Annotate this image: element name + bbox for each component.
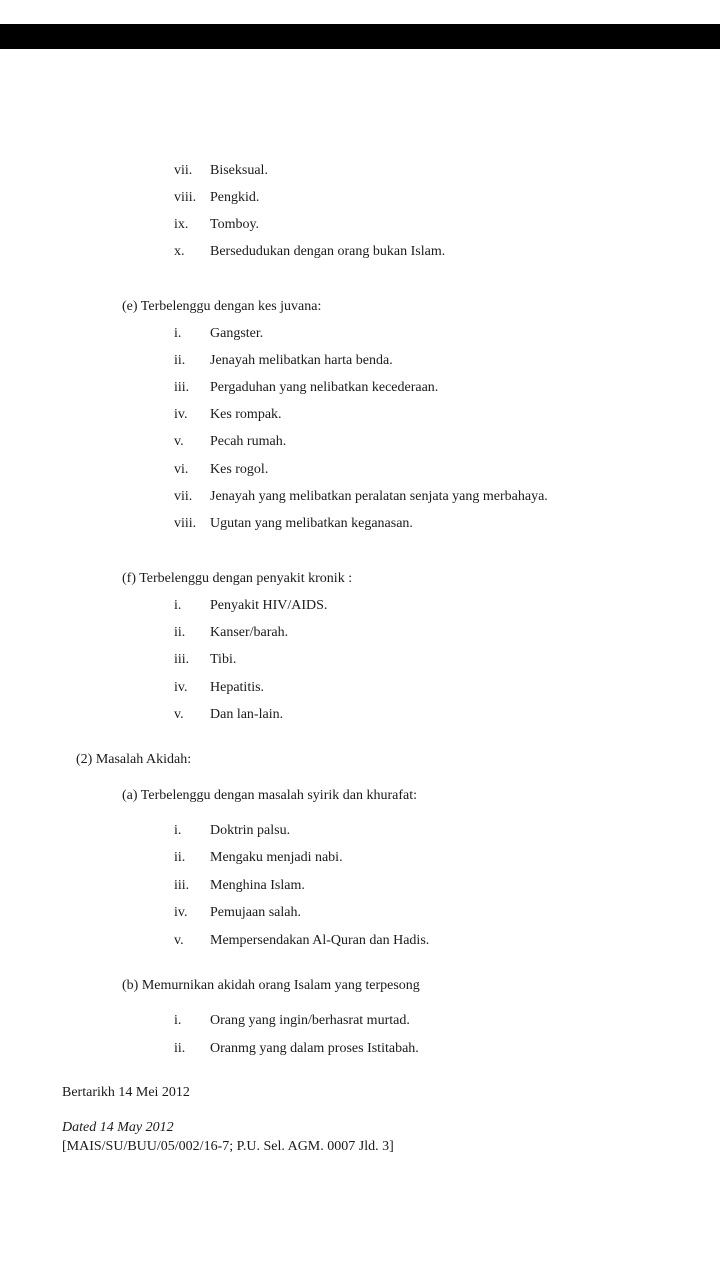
list-item-number: i. [174,598,182,613]
list-item-text: Hepatitis. [210,680,265,695]
list-item-text: Pemujaan salah. [210,905,301,920]
list-item-number: v. [174,933,184,948]
list-item-number: i. [174,1013,182,1028]
list-item-number: vi. [174,462,189,477]
list-item-number: iv. [174,905,188,920]
list-item-number: iv. [174,680,188,695]
list-item-number: iii. [174,878,190,893]
list-item-text: Pecah rumah. [210,434,287,449]
reference-number: [MAIS/SU/BUU/05/002/16-7; P.U. Sel. AGM. 0007 Jld. 3] [62,1139,394,1154]
list-item-number: i. [174,823,182,838]
section-2a-heading: (a) Terbelenggu dengan masalah syirik dan khurafat: [122,788,417,803]
top-white-strip [0,0,720,24]
list-item-text: Tomboy. [210,217,260,232]
list-item-text: Gangster. [210,326,264,341]
list-item-number: vii. [174,163,193,178]
list-item-text: Biseksual. [210,163,268,178]
list-item-text: Pergaduhan yang nelibatkan kecederaan. [210,380,439,395]
list-item-number: iii. [174,380,190,395]
list-item-text: Mempersendakan Al-Quran dan Hadis. [210,933,430,948]
section-f-heading: (f) Terbelenggu dengan penyakit kronik : [122,571,353,586]
list-item-number: v. [174,707,184,722]
list-item-text: Tibi. [210,652,237,667]
list-item-number: i. [174,326,182,341]
list-item-text: Kes rogol. [210,462,269,477]
list-item-text: Dan lan-lain. [210,707,284,722]
list-item-text: Doktrin palsu. [210,823,291,838]
list-item-number: iv. [174,407,188,422]
list-item-text: Pengkid. [210,190,260,205]
list-item-text: Kanser/barah. [210,625,289,640]
list-item-number: ii. [174,850,186,865]
list-item-text: Kes rompak. [210,407,282,422]
list-item-number: ii. [174,625,186,640]
top-black-bar [0,24,720,49]
list-item-number: x. [174,244,185,259]
date-malay: Bertarikh 14 Mei 2012 [62,1085,190,1100]
list-item-number: iii. [174,652,190,667]
section-2b-heading: (b) Memurnikan akidah orang Isalam yang terpesong [122,978,420,993]
section-2-heading: (2) Masalah Akidah: [76,752,192,767]
list-item-text: Penyakit HIV/AIDS. [210,598,328,613]
list-item-text: Mengaku menjadi nabi. [210,850,343,865]
list-item-number: viii. [174,190,197,205]
list-item-text: Ugutan yang melibatkan keganasan. [210,516,413,531]
list-item-number: viii. [174,516,197,531]
list-item-number: vii. [174,489,193,504]
list-item-number: ix. [174,217,189,232]
list-item-text: Bersedudukan dengan orang bukan Islam. [210,244,446,259]
list-item-text: Menghina Islam. [210,878,305,893]
list-item-text: Jenayah melibatkan harta benda. [210,353,393,368]
section-e-heading: (e) Terbelenggu dengan kes juvana: [122,299,322,314]
list-item-number: v. [174,434,184,449]
list-item-text: Jenayah yang melibatkan peralatan senjata yang merbahaya. [210,489,548,504]
date-english: Dated 14 May 2012 [62,1120,174,1135]
list-item-text: Orang yang ingin/berhasrat murtad. [210,1013,410,1028]
list-item-number: ii. [174,353,186,368]
list-item-text: Oranmg yang dalam proses Istitabah. [210,1041,419,1056]
list-item-number: ii. [174,1041,186,1056]
